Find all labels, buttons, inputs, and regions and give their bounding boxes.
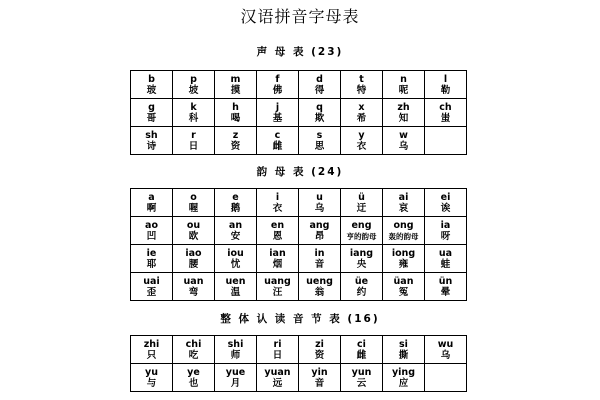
example-character: 蚩 bbox=[440, 112, 451, 124]
example-character: 基 bbox=[272, 112, 283, 124]
table-cell bbox=[173, 217, 215, 245]
pinyin-label: s bbox=[316, 129, 323, 141]
example-character: 汪 bbox=[272, 286, 283, 298]
table-cell bbox=[257, 71, 299, 99]
pinyin-label: ueng bbox=[306, 275, 333, 287]
pinyin-label: üe bbox=[354, 275, 369, 287]
example-character: 哥 bbox=[146, 112, 157, 124]
example-character: 乌 bbox=[398, 140, 409, 152]
example-character: 啊 bbox=[146, 202, 157, 214]
example-character: 应 bbox=[398, 377, 409, 389]
table-cell bbox=[341, 273, 383, 301]
example-character: 希 bbox=[356, 112, 367, 124]
pinyin-label: ü bbox=[358, 191, 365, 203]
table-cell bbox=[383, 217, 425, 245]
example-character: 烟 bbox=[272, 258, 283, 270]
table-cell bbox=[383, 245, 425, 273]
example-character: 弯 bbox=[188, 286, 199, 298]
example-character: 欧 bbox=[188, 230, 199, 242]
table-cell bbox=[383, 189, 425, 217]
example-character: 玻 bbox=[146, 84, 157, 96]
example-character: 知 bbox=[398, 112, 409, 124]
table-cell bbox=[299, 217, 341, 245]
table-row bbox=[131, 245, 467, 273]
example-character: 歪 bbox=[146, 286, 157, 298]
example-character: 撕 bbox=[398, 349, 409, 361]
table-cell bbox=[257, 364, 299, 392]
example-character: 师 bbox=[230, 349, 241, 361]
page-title: 汉语拼音字母表 bbox=[240, 7, 360, 26]
section-title-whole-syllables: 整 体 认 读 音 节 表 (16) bbox=[220, 313, 380, 325]
pinyin-label: si bbox=[399, 338, 408, 350]
pinyin-label: a bbox=[148, 191, 155, 203]
pinyin-label: yue bbox=[225, 366, 246, 378]
example-character: 忧 bbox=[230, 258, 241, 270]
table-cell bbox=[341, 99, 383, 127]
example-character: 月 bbox=[230, 377, 241, 389]
table-cell bbox=[173, 364, 215, 392]
section-title-finals: 韵 母 表 (24) bbox=[256, 166, 344, 178]
example-character: 恩 bbox=[272, 230, 283, 242]
pinyin-label: f bbox=[275, 73, 280, 85]
table-cell bbox=[173, 127, 215, 155]
pinyin-label: iang bbox=[349, 247, 374, 259]
pinyin-label: b bbox=[148, 73, 155, 85]
pinyin-label: c bbox=[274, 129, 281, 141]
table-cell bbox=[131, 364, 173, 392]
pinyin-label: iong bbox=[391, 247, 416, 259]
example-character: 温 bbox=[230, 286, 241, 298]
pinyin-label: shi bbox=[227, 338, 244, 350]
table-cell bbox=[131, 336, 173, 364]
example-character: 轰的韵母 bbox=[388, 231, 419, 241]
pinyin-label: q bbox=[316, 101, 323, 113]
table-row bbox=[131, 336, 467, 364]
table-cell bbox=[131, 189, 173, 217]
pinyin-label: üan bbox=[393, 275, 414, 287]
table-cell bbox=[299, 336, 341, 364]
table-cell bbox=[173, 336, 215, 364]
table-cell bbox=[425, 217, 467, 245]
whole-syllables-table bbox=[130, 335, 467, 392]
table-row bbox=[131, 273, 467, 301]
table-cell bbox=[341, 217, 383, 245]
pinyin-label: iou bbox=[227, 247, 244, 259]
pinyin-label: ia bbox=[440, 219, 451, 231]
example-character: 腰 bbox=[188, 258, 199, 270]
example-character: 思 bbox=[314, 140, 325, 152]
table-cell bbox=[173, 273, 215, 301]
pinyin-label: w bbox=[399, 129, 408, 141]
table-row bbox=[131, 99, 467, 127]
pinyin-label: zh bbox=[397, 101, 410, 113]
example-character: 蛙 bbox=[440, 258, 451, 270]
table-row bbox=[131, 189, 467, 217]
example-character: 央 bbox=[356, 258, 367, 270]
table-row bbox=[131, 217, 467, 245]
pinyin-label: uen bbox=[225, 275, 246, 287]
example-character: 佛 bbox=[272, 84, 283, 96]
pinyin-label: yun bbox=[351, 366, 372, 378]
pinyin-label: ai bbox=[398, 191, 409, 203]
table-cell bbox=[257, 273, 299, 301]
pinyin-label: ou bbox=[186, 219, 201, 231]
table-cell bbox=[215, 245, 257, 273]
pinyin-label: eng bbox=[351, 219, 372, 231]
table-cell bbox=[173, 245, 215, 273]
table-cell bbox=[257, 217, 299, 245]
table-cell bbox=[173, 189, 215, 217]
pinyin-label: y bbox=[358, 129, 365, 141]
example-character: 乌 bbox=[314, 202, 325, 214]
table-cell bbox=[131, 273, 173, 301]
section-title-initials: 声 母 表 (23) bbox=[256, 46, 344, 58]
pinyin-label: o bbox=[190, 191, 197, 203]
table-cell bbox=[383, 99, 425, 127]
pinyin-label: sh bbox=[145, 129, 158, 141]
table-cell bbox=[341, 245, 383, 273]
pinyin-label: p bbox=[190, 73, 197, 85]
example-character: 远 bbox=[272, 377, 283, 389]
table-cell bbox=[215, 127, 257, 155]
example-character: 勒 bbox=[440, 84, 451, 96]
table-cell bbox=[131, 71, 173, 99]
pinyin-label: x bbox=[358, 101, 365, 113]
example-character: 喝 bbox=[230, 112, 241, 124]
pinyin-label: ang bbox=[309, 219, 330, 231]
pinyin-label: e bbox=[232, 191, 239, 203]
table-cell bbox=[383, 364, 425, 392]
example-character: 鹅 bbox=[230, 202, 241, 214]
table-cell bbox=[299, 364, 341, 392]
pinyin-label: yin bbox=[311, 366, 328, 378]
table-cell bbox=[425, 336, 467, 364]
example-character: 音 bbox=[314, 258, 325, 270]
table-cell bbox=[383, 336, 425, 364]
example-character: 翁 bbox=[314, 286, 325, 298]
example-character: 音 bbox=[314, 377, 325, 389]
table-cell bbox=[341, 189, 383, 217]
example-character: 亨的韵母 bbox=[346, 231, 377, 241]
table-cell bbox=[215, 71, 257, 99]
table-cell bbox=[131, 245, 173, 273]
table-cell bbox=[425, 71, 467, 99]
table-cell bbox=[215, 99, 257, 127]
example-character: 雌 bbox=[272, 140, 283, 152]
table-cell bbox=[215, 217, 257, 245]
table-cell bbox=[299, 99, 341, 127]
table-cell bbox=[215, 189, 257, 217]
example-character: 诶 bbox=[440, 202, 451, 214]
pinyin-label: r bbox=[191, 129, 196, 141]
example-character: 也 bbox=[188, 377, 199, 389]
table-cell bbox=[131, 217, 173, 245]
example-character: 只 bbox=[146, 349, 157, 361]
pinyin-label: d bbox=[316, 73, 323, 85]
pinyin-label: ao bbox=[145, 219, 158, 231]
pinyin-label: yu bbox=[145, 366, 158, 378]
pinyin-label: n bbox=[400, 73, 407, 85]
table-cell bbox=[383, 127, 425, 155]
table-cell bbox=[257, 336, 299, 364]
example-character: 资 bbox=[230, 140, 241, 152]
example-character: 云 bbox=[356, 377, 367, 389]
pinyin-label: ri bbox=[273, 338, 282, 350]
table-row bbox=[131, 71, 467, 99]
example-character: 凹 bbox=[146, 230, 157, 242]
example-character: 耶 bbox=[146, 258, 157, 270]
table-cell bbox=[425, 127, 467, 155]
pinyin-label: ie bbox=[146, 247, 157, 259]
example-character: 呢 bbox=[398, 84, 409, 96]
pinyin-label: ua bbox=[438, 247, 453, 259]
example-character: 呀 bbox=[440, 230, 451, 242]
pinyin-label: ying bbox=[391, 366, 415, 378]
pinyin-label: k bbox=[190, 101, 197, 113]
example-character: 欺 bbox=[314, 112, 325, 124]
table-cell bbox=[341, 364, 383, 392]
example-character: 日 bbox=[272, 349, 283, 361]
example-character: 乌 bbox=[440, 349, 451, 361]
pinyin-label: an bbox=[228, 219, 243, 231]
pinyin-label: m bbox=[230, 73, 241, 85]
table-cell bbox=[131, 99, 173, 127]
pinyin-label: in bbox=[314, 247, 325, 259]
pinyin-label: u bbox=[316, 191, 323, 203]
table-cell bbox=[215, 273, 257, 301]
pinyin-label: ün bbox=[438, 275, 453, 287]
example-character: 坡 bbox=[188, 84, 199, 96]
example-character: 晕 bbox=[440, 286, 451, 298]
example-character: 吃 bbox=[188, 349, 199, 361]
table-cell bbox=[173, 71, 215, 99]
example-character: 衣 bbox=[356, 140, 367, 152]
example-character: 特 bbox=[356, 84, 367, 96]
example-character: 雍 bbox=[398, 258, 409, 270]
pinyin-label: uang bbox=[264, 275, 291, 287]
example-character: 安 bbox=[230, 230, 241, 242]
table-cell bbox=[341, 71, 383, 99]
example-character: 摸 bbox=[230, 84, 241, 96]
pinyin-label: j bbox=[275, 101, 280, 113]
pinyin-label: wu bbox=[437, 338, 454, 350]
finals-table bbox=[130, 188, 467, 301]
pinyin-label: uai bbox=[143, 275, 160, 287]
example-character: 哀 bbox=[398, 202, 409, 214]
table-cell bbox=[257, 245, 299, 273]
table-cell bbox=[173, 99, 215, 127]
table-cell bbox=[257, 189, 299, 217]
initials-table bbox=[130, 70, 467, 155]
table-cell bbox=[215, 364, 257, 392]
example-character: 与 bbox=[146, 377, 157, 389]
example-character: 衣 bbox=[272, 202, 283, 214]
example-character: 昂 bbox=[314, 230, 325, 242]
table-cell bbox=[425, 189, 467, 217]
pinyin-label: t bbox=[359, 73, 364, 85]
table-cell bbox=[383, 71, 425, 99]
table-cell bbox=[299, 273, 341, 301]
example-character: 喔 bbox=[188, 202, 199, 214]
table-row bbox=[131, 364, 467, 392]
example-character: 约 bbox=[356, 286, 367, 298]
pinyin-label: i bbox=[275, 191, 280, 203]
pinyin-label: en bbox=[270, 219, 285, 231]
pinyin-label: zhi bbox=[143, 338, 160, 350]
table-cell bbox=[425, 99, 467, 127]
table-cell bbox=[425, 364, 467, 392]
pinyin-label: ong bbox=[393, 219, 414, 231]
table-cell bbox=[257, 127, 299, 155]
table-row bbox=[131, 127, 467, 155]
table-cell bbox=[383, 273, 425, 301]
table-cell bbox=[341, 127, 383, 155]
table-cell bbox=[131, 127, 173, 155]
table-cell bbox=[341, 336, 383, 364]
example-character: 日 bbox=[188, 140, 199, 152]
pinyin-label: yuan bbox=[264, 366, 291, 378]
example-character: 科 bbox=[188, 112, 199, 124]
pinyin-label: chi bbox=[185, 338, 202, 350]
pinyin-label: z bbox=[232, 129, 239, 141]
table-cell bbox=[425, 273, 467, 301]
pinyin-label: ian bbox=[269, 247, 286, 259]
pinyin-label: ye bbox=[187, 366, 200, 378]
example-character: 冤 bbox=[398, 286, 409, 298]
pinyin-label: g bbox=[148, 101, 155, 113]
pinyin-label: ci bbox=[357, 338, 366, 350]
table-cell bbox=[257, 99, 299, 127]
pinyin-label: h bbox=[232, 101, 239, 113]
example-character: 雌 bbox=[356, 349, 367, 361]
pinyin-label: ei bbox=[440, 191, 451, 203]
example-character: 资 bbox=[314, 349, 325, 361]
table-cell bbox=[299, 189, 341, 217]
table-cell bbox=[299, 245, 341, 273]
pinyin-label: ch bbox=[439, 101, 452, 113]
pinyin-label: uan bbox=[183, 275, 204, 287]
pinyin-label: l bbox=[443, 73, 448, 85]
table-cell bbox=[425, 245, 467, 273]
table-cell bbox=[215, 336, 257, 364]
example-character: 得 bbox=[314, 84, 325, 96]
example-character: 诗 bbox=[146, 140, 157, 152]
example-character: 迂 bbox=[356, 202, 367, 214]
table-cell bbox=[299, 71, 341, 99]
pinyin-label: iao bbox=[185, 247, 202, 259]
table-cell bbox=[299, 127, 341, 155]
pinyin-label: zi bbox=[315, 338, 324, 350]
